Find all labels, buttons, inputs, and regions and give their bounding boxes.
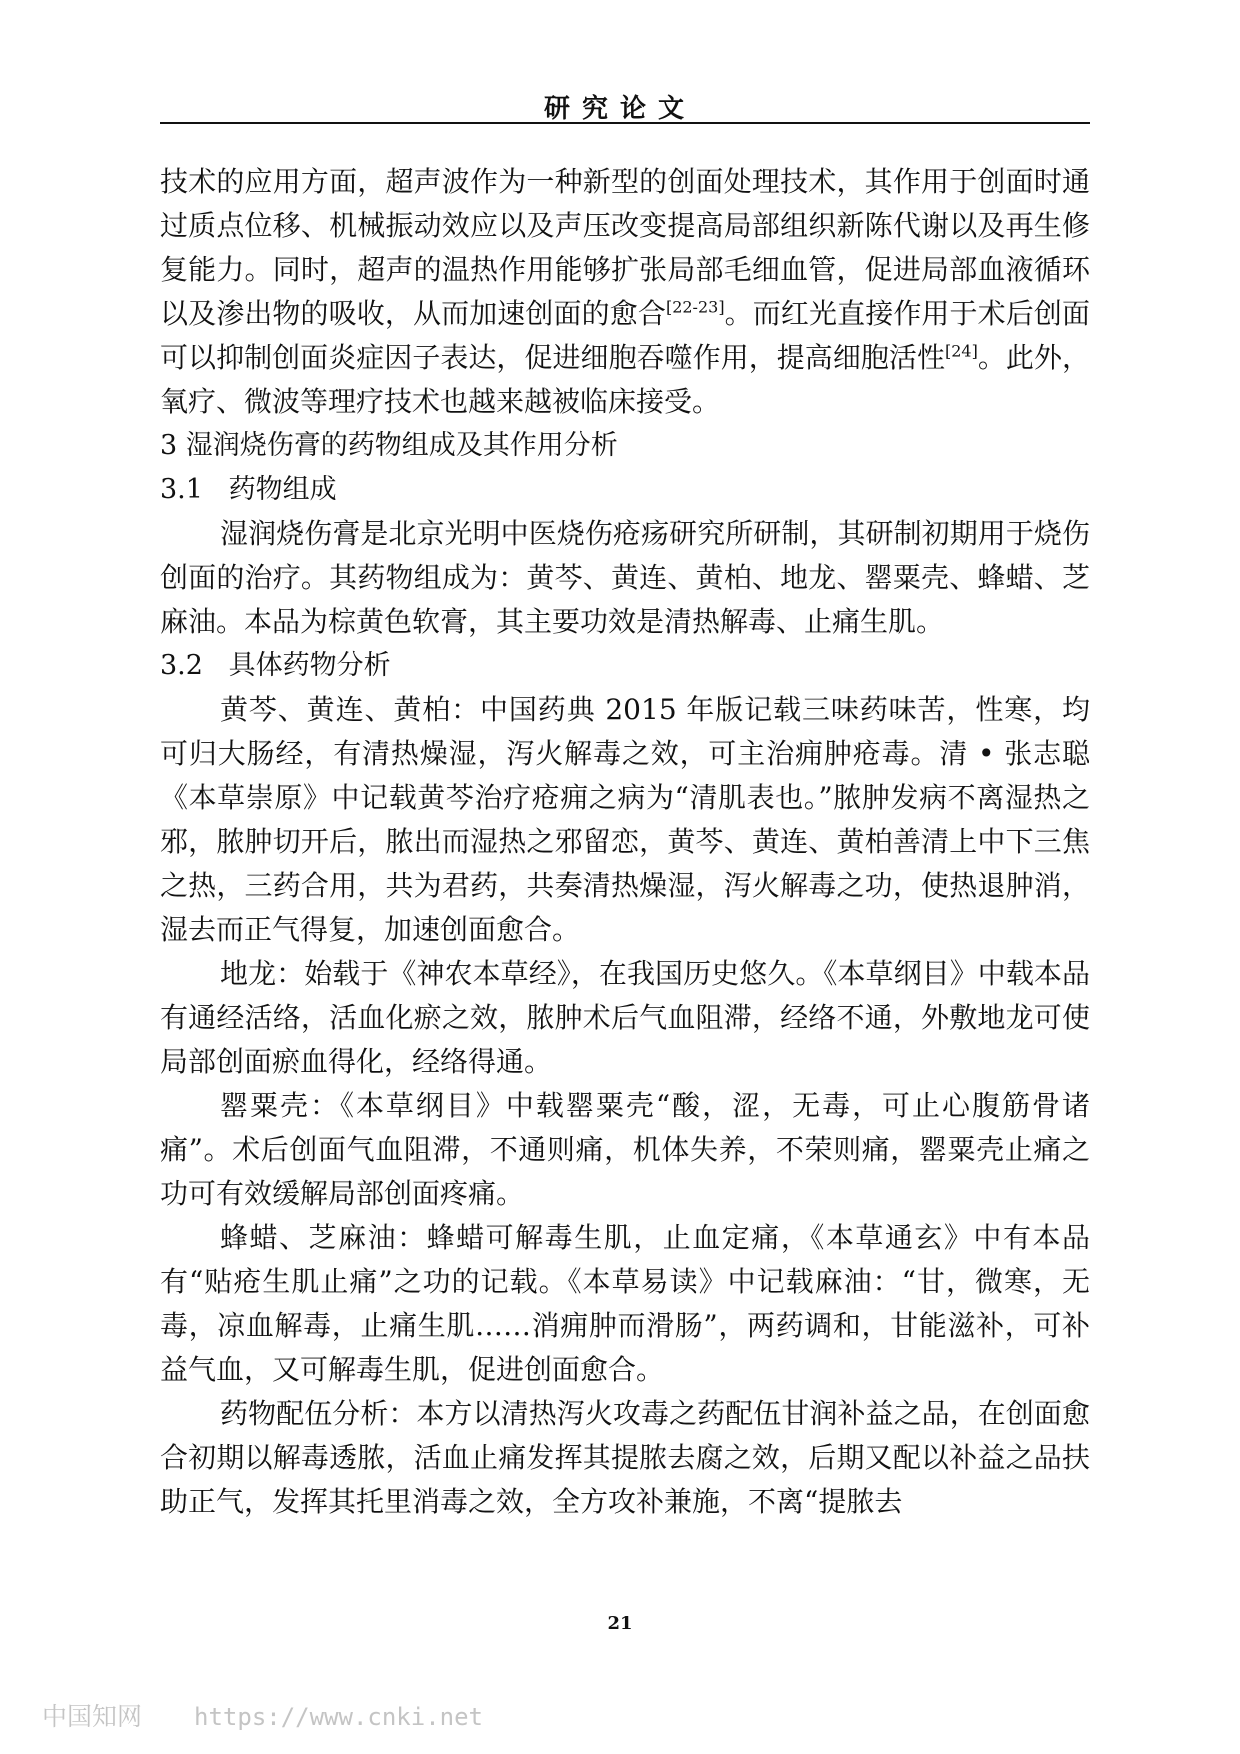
paragraph-composition: 湿润烧伤膏是北京光明中医烧伤疮疡研究所研制，其研制初期用于烧伤创面的治疗。其药物组成为：黄芩、黄连、黄柏、地龙、罂粟壳、蜂蜡、芝麻油。本品为棕黄色软膏，其主要功效是清热解毒、止痛生肌。 [160,517,1090,638]
cnki-watermark [42,1697,483,1733]
section-heading-3: 3 湿润烧伤膏的药物组成及其作用分析 [160,430,618,461]
article-body [160,160,1090,1524]
running-header-title: 研究论文 [543,94,696,124]
cnki-logo-text: 中国知网 [42,1703,143,1731]
paragraph-yingsuqiao: 罂粟壳：《本草纲目》中载罂粟壳“酸，涩，无毒，可止心腹筋骨诸痛”。术后创面气血阻滞，不通则痛，机体失养，不荣则痛，罂粟壳止痛之功可有效缓解局部创面疼痛。 [160,1089,1090,1210]
page-number: 21 [607,1613,633,1634]
paragraph-huangqin: 黄芩、黄连、黄柏：中国药典 2015 年版记载三味药味苦，性寒，均可归大肠经，有清热燥湿，泻火解毒之效，可主治痈肿疮毒。清 • 张志聪《本草崇原》中记载黄芩治疗疮痈之病为“清肌表也。”脓肿发病不离湿热之邪，脓肿切开后，脓出而湿热之邪留恋，黄芩、黄连、黄柏善清上中下三焦之热，三药合用，共为君药，共奏清热燥湿，泻火解毒之功，使热退肿消，湿去而正气得复，加速创面愈合。 [160,693,1090,946]
citation-24: [24] [945,341,978,361]
cnki-url: https://www.cnki.net [194,1703,483,1731]
header-rule [160,122,1090,124]
paragraph-fengla: 蜂蜡、芝麻油：蜂蜡可解毒生肌，止血定痛，《本草通玄》中有本品有“贴疮生肌止痛”之功的记载。《本草易读》中记载麻油：“甘，微寒，无毒，凉血解毒，止痛生肌……消痈肿而滑肠”，两药调和，甘能滋补，可补益气血，又可解毒生肌，促进创面愈合。 [160,1221,1090,1386]
citation-22-23: [22-23] [665,297,725,317]
paragraph-dilong: 地龙：始载于《神农本草经》，在我国历史悠久。《本草纲目》中载本品有通经活络，活血化瘀之效，脓肿术后气血阻滞，经络不通，外敷地龙可使局部创面瘀血得化，经络得通。 [160,957,1090,1078]
paragraph-text: 技术的应用方面，超声波作为一种新型的创面处理技术，其作用于创面时通过质点位移、机械振动效应以及声压改变提高局部组织新陈代谢以及再生修复能力。同时，超声的温热作用能够扩张局部毛细血管，促进局部血液循环以及渗出物的吸收，从而加速创面的愈合 [160,165,1090,330]
paragraph-compatibility: 药物配伍分析：本方以清热泻火攻毒之药配伍甘润补益之品，在创面愈合初期以解毒透脓，活血止痛发挥其提脓去腐之效，后期又配以补益之品扶助正气，发挥其托里消毒之效，全方攻补兼施，不离“提脓去 [160,1397,1090,1518]
paragraph-text: 。此外，氧疗、微波等理疗技术也越来越被临床接受。 [160,341,1090,418]
paragraph-physiotherapy [160,160,1090,424]
section-heading-3-1: 3.1 药物组成 [160,474,337,505]
section-heading-3-2: 3.2 具体药物分析 [160,650,391,681]
paragraph-text: 。而红光直接作用于术后创面可以抑制创面炎症因子表达，促进细胞吞噬作用，提高细胞活性 [160,297,1090,374]
